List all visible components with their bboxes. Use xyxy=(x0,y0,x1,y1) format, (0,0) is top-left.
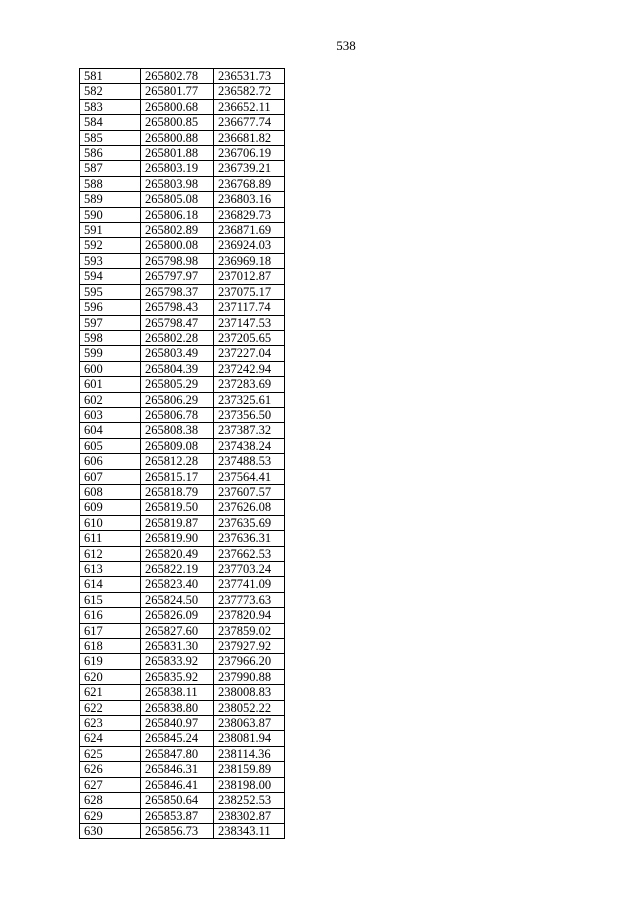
table-row xyxy=(80,716,285,731)
x-coordinate-cell: 265801.88 xyxy=(141,146,214,161)
table-row xyxy=(80,423,285,438)
point-number-cell: 602 xyxy=(80,392,141,407)
y-coordinate-cell: 237147.53 xyxy=(214,315,285,330)
table-row xyxy=(80,392,285,407)
table-row xyxy=(80,746,285,761)
y-coordinate-cell: 238252.53 xyxy=(214,793,285,808)
point-number-cell: 617 xyxy=(80,623,141,638)
table-row xyxy=(80,562,285,577)
y-coordinate-cell: 238081.94 xyxy=(214,731,285,746)
table-row xyxy=(80,238,285,253)
point-number-cell: 600 xyxy=(80,361,141,376)
point-number-cell: 582 xyxy=(80,84,141,99)
x-coordinate-cell: 265798.98 xyxy=(141,253,214,268)
y-coordinate-cell: 237741.09 xyxy=(214,577,285,592)
y-coordinate-cell: 238198.00 xyxy=(214,777,285,792)
table-row xyxy=(80,669,285,684)
table-row xyxy=(80,731,285,746)
table-row xyxy=(80,531,285,546)
x-coordinate-cell: 265856.73 xyxy=(141,823,214,838)
point-number-cell: 613 xyxy=(80,562,141,577)
point-number-cell: 628 xyxy=(80,793,141,808)
point-number-cell: 584 xyxy=(80,115,141,130)
table-row xyxy=(80,823,285,838)
y-coordinate-cell: 237117.74 xyxy=(214,300,285,315)
x-coordinate-cell: 265833.92 xyxy=(141,654,214,669)
x-coordinate-cell: 265798.37 xyxy=(141,284,214,299)
table-row xyxy=(80,469,285,484)
point-number-cell: 618 xyxy=(80,639,141,654)
x-coordinate-cell: 265801.77 xyxy=(141,84,214,99)
point-number-cell: 627 xyxy=(80,777,141,792)
table-row xyxy=(80,69,285,84)
point-number-cell: 597 xyxy=(80,315,141,330)
y-coordinate-cell: 237636.31 xyxy=(214,531,285,546)
point-number-cell: 593 xyxy=(80,253,141,268)
x-coordinate-cell: 265800.85 xyxy=(141,115,214,130)
y-coordinate-cell: 236582.72 xyxy=(214,84,285,99)
x-coordinate-cell: 265819.87 xyxy=(141,515,214,530)
y-coordinate-cell: 237564.41 xyxy=(214,469,285,484)
y-coordinate-cell: 236924.03 xyxy=(214,238,285,253)
y-coordinate-cell: 237075.17 xyxy=(214,284,285,299)
y-coordinate-cell: 237990.88 xyxy=(214,669,285,684)
table-row xyxy=(80,438,285,453)
y-coordinate-cell: 236969.18 xyxy=(214,253,285,268)
x-coordinate-cell: 265831.30 xyxy=(141,639,214,654)
x-coordinate-cell: 265818.79 xyxy=(141,484,214,499)
point-number-cell: 592 xyxy=(80,238,141,253)
point-number-cell: 621 xyxy=(80,685,141,700)
x-coordinate-cell: 265802.89 xyxy=(141,223,214,238)
table-row xyxy=(80,808,285,823)
y-coordinate-cell: 237859.02 xyxy=(214,623,285,638)
y-coordinate-cell: 237488.53 xyxy=(214,454,285,469)
table-row xyxy=(80,223,285,238)
point-number-cell: 596 xyxy=(80,300,141,315)
y-coordinate-cell: 238159.89 xyxy=(214,762,285,777)
table-row xyxy=(80,269,285,284)
point-number-cell: 581 xyxy=(80,69,141,84)
point-number-cell: 606 xyxy=(80,454,141,469)
x-coordinate-cell: 265798.43 xyxy=(141,300,214,315)
point-number-cell: 629 xyxy=(80,808,141,823)
table-row xyxy=(80,192,285,207)
y-coordinate-cell: 238052.22 xyxy=(214,700,285,715)
y-coordinate-cell: 237438.24 xyxy=(214,438,285,453)
table-row xyxy=(80,161,285,176)
y-coordinate-cell: 236677.74 xyxy=(214,115,285,130)
x-coordinate-cell: 265808.38 xyxy=(141,423,214,438)
x-coordinate-cell: 265800.88 xyxy=(141,130,214,145)
point-number-cell: 619 xyxy=(80,654,141,669)
point-number-cell: 625 xyxy=(80,746,141,761)
x-coordinate-cell: 265838.80 xyxy=(141,700,214,715)
y-coordinate-cell: 237607.57 xyxy=(214,484,285,499)
point-number-cell: 624 xyxy=(80,731,141,746)
x-coordinate-cell: 265800.08 xyxy=(141,238,214,253)
table-row xyxy=(80,207,285,222)
x-coordinate-cell: 265850.64 xyxy=(141,793,214,808)
x-coordinate-cell: 265806.29 xyxy=(141,392,214,407)
point-number-cell: 611 xyxy=(80,531,141,546)
y-coordinate-cell: 237635.69 xyxy=(214,515,285,530)
point-number-cell: 607 xyxy=(80,469,141,484)
x-coordinate-cell: 265815.17 xyxy=(141,469,214,484)
table-row xyxy=(80,346,285,361)
table-row xyxy=(80,577,285,592)
x-coordinate-cell: 265840.97 xyxy=(141,716,214,731)
y-coordinate-cell: 236652.11 xyxy=(214,99,285,114)
point-number-cell: 612 xyxy=(80,546,141,561)
point-number-cell: 583 xyxy=(80,99,141,114)
point-number-cell: 622 xyxy=(80,700,141,715)
table-row xyxy=(80,654,285,669)
table-row xyxy=(80,176,285,191)
x-coordinate-cell: 265845.24 xyxy=(141,731,214,746)
table-row xyxy=(80,454,285,469)
table-row xyxy=(80,407,285,422)
table-row xyxy=(80,592,285,607)
y-coordinate-cell: 237773.63 xyxy=(214,592,285,607)
point-number-cell: 598 xyxy=(80,330,141,345)
point-number-cell: 586 xyxy=(80,146,141,161)
point-number-cell: 609 xyxy=(80,500,141,515)
point-number-cell: 595 xyxy=(80,284,141,299)
table-row xyxy=(80,623,285,638)
y-coordinate-cell: 238063.87 xyxy=(214,716,285,731)
x-coordinate-cell: 265812.28 xyxy=(141,454,214,469)
table-row xyxy=(80,377,285,392)
y-coordinate-cell: 236871.69 xyxy=(214,223,285,238)
x-coordinate-cell: 265824.50 xyxy=(141,592,214,607)
x-coordinate-cell: 265802.28 xyxy=(141,330,214,345)
table-row xyxy=(80,685,285,700)
x-coordinate-cell: 265819.50 xyxy=(141,500,214,515)
point-number-cell: 589 xyxy=(80,192,141,207)
x-coordinate-cell: 265846.41 xyxy=(141,777,214,792)
y-coordinate-cell: 237227.04 xyxy=(214,346,285,361)
x-coordinate-cell: 265797.97 xyxy=(141,269,214,284)
table-row xyxy=(80,253,285,268)
x-coordinate-cell: 265853.87 xyxy=(141,808,214,823)
point-number-cell: 594 xyxy=(80,269,141,284)
point-number-cell: 590 xyxy=(80,207,141,222)
y-coordinate-cell: 238302.87 xyxy=(214,808,285,823)
table-row xyxy=(80,84,285,99)
y-coordinate-cell: 236531.73 xyxy=(214,69,285,84)
table-row xyxy=(80,315,285,330)
x-coordinate-cell: 265805.29 xyxy=(141,377,214,392)
coordinates-table-body xyxy=(80,69,285,839)
x-coordinate-cell: 265809.08 xyxy=(141,438,214,453)
x-coordinate-cell: 265806.78 xyxy=(141,407,214,422)
table-row xyxy=(80,777,285,792)
y-coordinate-cell: 236706.19 xyxy=(214,146,285,161)
table-row xyxy=(80,99,285,114)
x-coordinate-cell: 265803.98 xyxy=(141,176,214,191)
x-coordinate-cell: 265803.49 xyxy=(141,346,214,361)
x-coordinate-cell: 265822.19 xyxy=(141,562,214,577)
y-coordinate-cell: 238343.11 xyxy=(214,823,285,838)
point-number-cell: 601 xyxy=(80,377,141,392)
x-coordinate-cell: 265820.49 xyxy=(141,546,214,561)
x-coordinate-cell: 265846.31 xyxy=(141,762,214,777)
point-number-cell: 585 xyxy=(80,130,141,145)
table-row xyxy=(80,608,285,623)
point-number-cell: 591 xyxy=(80,223,141,238)
point-number-cell: 620 xyxy=(80,669,141,684)
table-row xyxy=(80,115,285,130)
table-row xyxy=(80,484,285,499)
table-row xyxy=(80,146,285,161)
y-coordinate-cell: 237820.94 xyxy=(214,608,285,623)
table-row xyxy=(80,300,285,315)
x-coordinate-cell: 265826.09 xyxy=(141,608,214,623)
x-coordinate-cell: 265827.60 xyxy=(141,623,214,638)
point-number-cell: 616 xyxy=(80,608,141,623)
y-coordinate-cell: 237283.69 xyxy=(214,377,285,392)
y-coordinate-cell: 238008.83 xyxy=(214,685,285,700)
table-row xyxy=(80,546,285,561)
x-coordinate-cell: 265823.40 xyxy=(141,577,214,592)
x-coordinate-cell: 265804.39 xyxy=(141,361,214,376)
table-row xyxy=(80,515,285,530)
table-row xyxy=(80,500,285,515)
point-number-cell: 599 xyxy=(80,346,141,361)
table-row xyxy=(80,762,285,777)
x-coordinate-cell: 265798.47 xyxy=(141,315,214,330)
point-number-cell: 615 xyxy=(80,592,141,607)
point-number-cell: 610 xyxy=(80,515,141,530)
y-coordinate-cell: 237205.65 xyxy=(214,330,285,345)
y-coordinate-cell: 237242.94 xyxy=(214,361,285,376)
y-coordinate-cell: 237012.87 xyxy=(214,269,285,284)
x-coordinate-cell: 265803.19 xyxy=(141,161,214,176)
x-coordinate-cell: 265819.90 xyxy=(141,531,214,546)
table-row xyxy=(80,700,285,715)
x-coordinate-cell: 265805.08 xyxy=(141,192,214,207)
table-row xyxy=(80,130,285,145)
y-coordinate-cell: 237703.24 xyxy=(214,562,285,577)
y-coordinate-cell: 236768.89 xyxy=(214,176,285,191)
coordinates-table xyxy=(79,68,285,839)
point-number-cell: 623 xyxy=(80,716,141,731)
table-row xyxy=(80,284,285,299)
table-row xyxy=(80,361,285,376)
x-coordinate-cell: 265800.68 xyxy=(141,99,214,114)
point-number-cell: 608 xyxy=(80,484,141,499)
y-coordinate-cell: 237966.20 xyxy=(214,654,285,669)
y-coordinate-cell: 238114.36 xyxy=(214,746,285,761)
page-number: 538 xyxy=(336,38,356,53)
x-coordinate-cell: 265835.92 xyxy=(141,669,214,684)
y-coordinate-cell: 237356.50 xyxy=(214,407,285,422)
point-number-cell: 587 xyxy=(80,161,141,176)
point-number-cell: 588 xyxy=(80,176,141,191)
y-coordinate-cell: 236739.21 xyxy=(214,161,285,176)
point-number-cell: 603 xyxy=(80,407,141,422)
y-coordinate-cell: 237662.53 xyxy=(214,546,285,561)
x-coordinate-cell: 265847.80 xyxy=(141,746,214,761)
y-coordinate-cell: 236681.82 xyxy=(214,130,285,145)
table-row xyxy=(80,793,285,808)
y-coordinate-cell: 236803.16 xyxy=(214,192,285,207)
table-row xyxy=(80,330,285,345)
x-coordinate-cell: 265806.18 xyxy=(141,207,214,222)
y-coordinate-cell: 237325.61 xyxy=(214,392,285,407)
point-number-cell: 626 xyxy=(80,762,141,777)
point-number-cell: 614 xyxy=(80,577,141,592)
point-number-cell: 604 xyxy=(80,423,141,438)
y-coordinate-cell: 237387.32 xyxy=(214,423,285,438)
x-coordinate-cell: 265802.78 xyxy=(141,69,214,84)
table-row xyxy=(80,639,285,654)
y-coordinate-cell: 237927.92 xyxy=(214,639,285,654)
point-number-cell: 605 xyxy=(80,438,141,453)
y-coordinate-cell: 236829.73 xyxy=(214,207,285,222)
x-coordinate-cell: 265838.11 xyxy=(141,685,214,700)
point-number-cell: 630 xyxy=(80,823,141,838)
y-coordinate-cell: 237626.08 xyxy=(214,500,285,515)
